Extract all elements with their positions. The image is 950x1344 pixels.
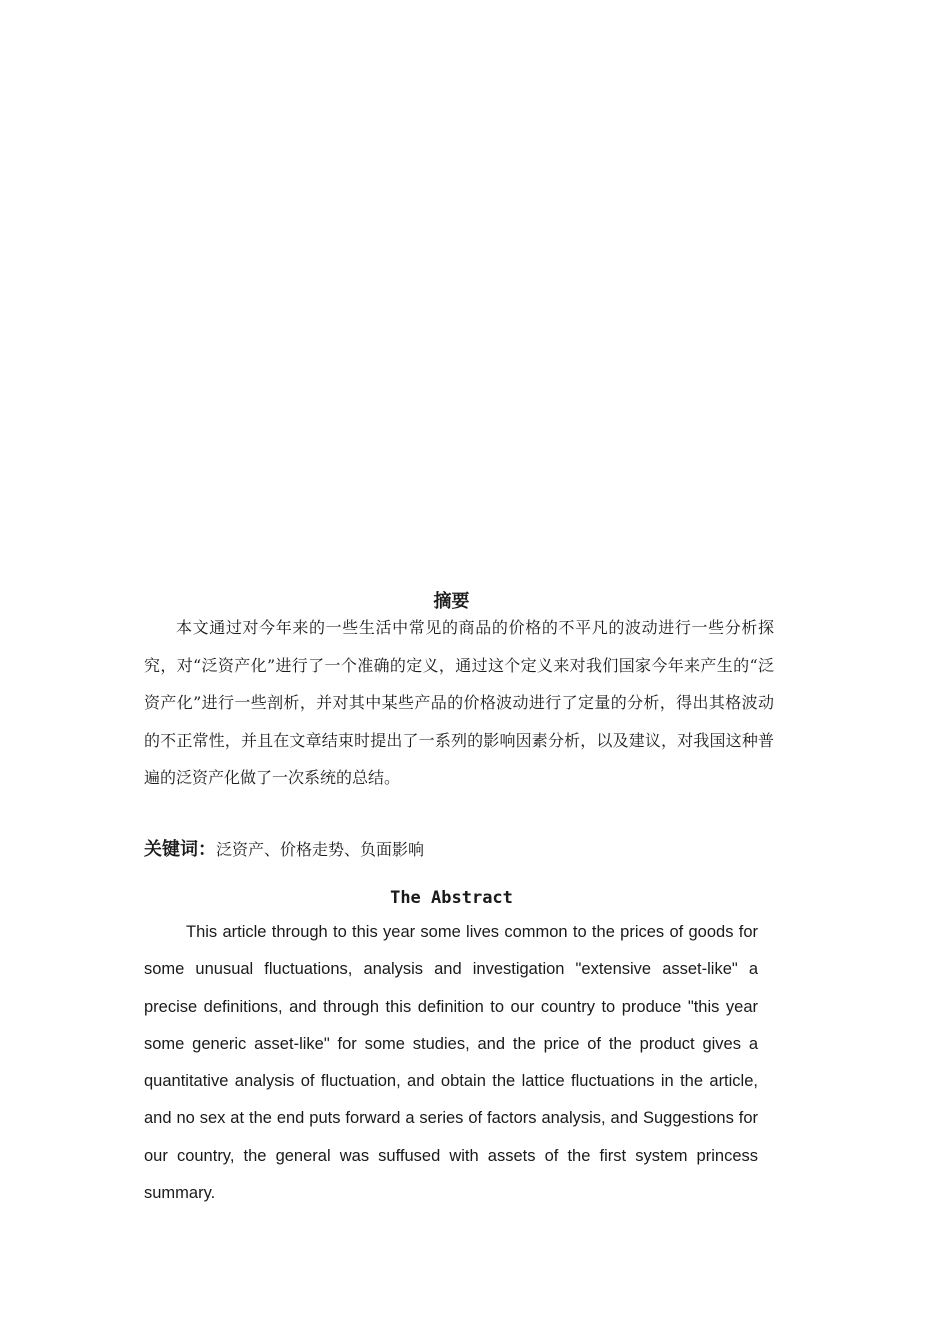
chinese-abstract-title: 摘要 bbox=[433, 591, 470, 612]
keywords-value: 泛资产、价格走势、负面影响 bbox=[216, 840, 425, 859]
keywords-line bbox=[144, 836, 784, 865]
chinese-abstract-body: 本文通过对今年来的一些生活中常见的商品的价格的不平凡的波动进行一些分析探究，对“泛资产化”进行了一个准确的定义，通过这个定义来对我们国家今年来产生的“泛资产化”进行一些剖析，并对其中某些产品的价格波动进行了定量的分析，得出其格波动的不正常性，并且在文章结束时提出了一系列的影响因素分析，以及建议，对我国这种普遍的泛资产化做了一次系统的总结。 bbox=[144, 618, 774, 787]
keywords-label: 关键词： bbox=[144, 839, 216, 860]
english-abstract-title: The Abstract bbox=[390, 888, 513, 908]
english-abstract-body: This article through to this year some lives common to the prices of goods for some unusual fluctuations, analysis and investigation "extensive asset-like" a precise definitions, and through this definition to our country to produce "this year some generic asset-like" for some studies, and the price of the product gives a quantitative analysis of fluctuation, and obtain the lattice fluctuations in the article, and no sex at the end puts forward a series of factors analysis, and Suggestions for our country, the general was suffused with assets of the first system princess summary. bbox=[144, 923, 758, 1203]
